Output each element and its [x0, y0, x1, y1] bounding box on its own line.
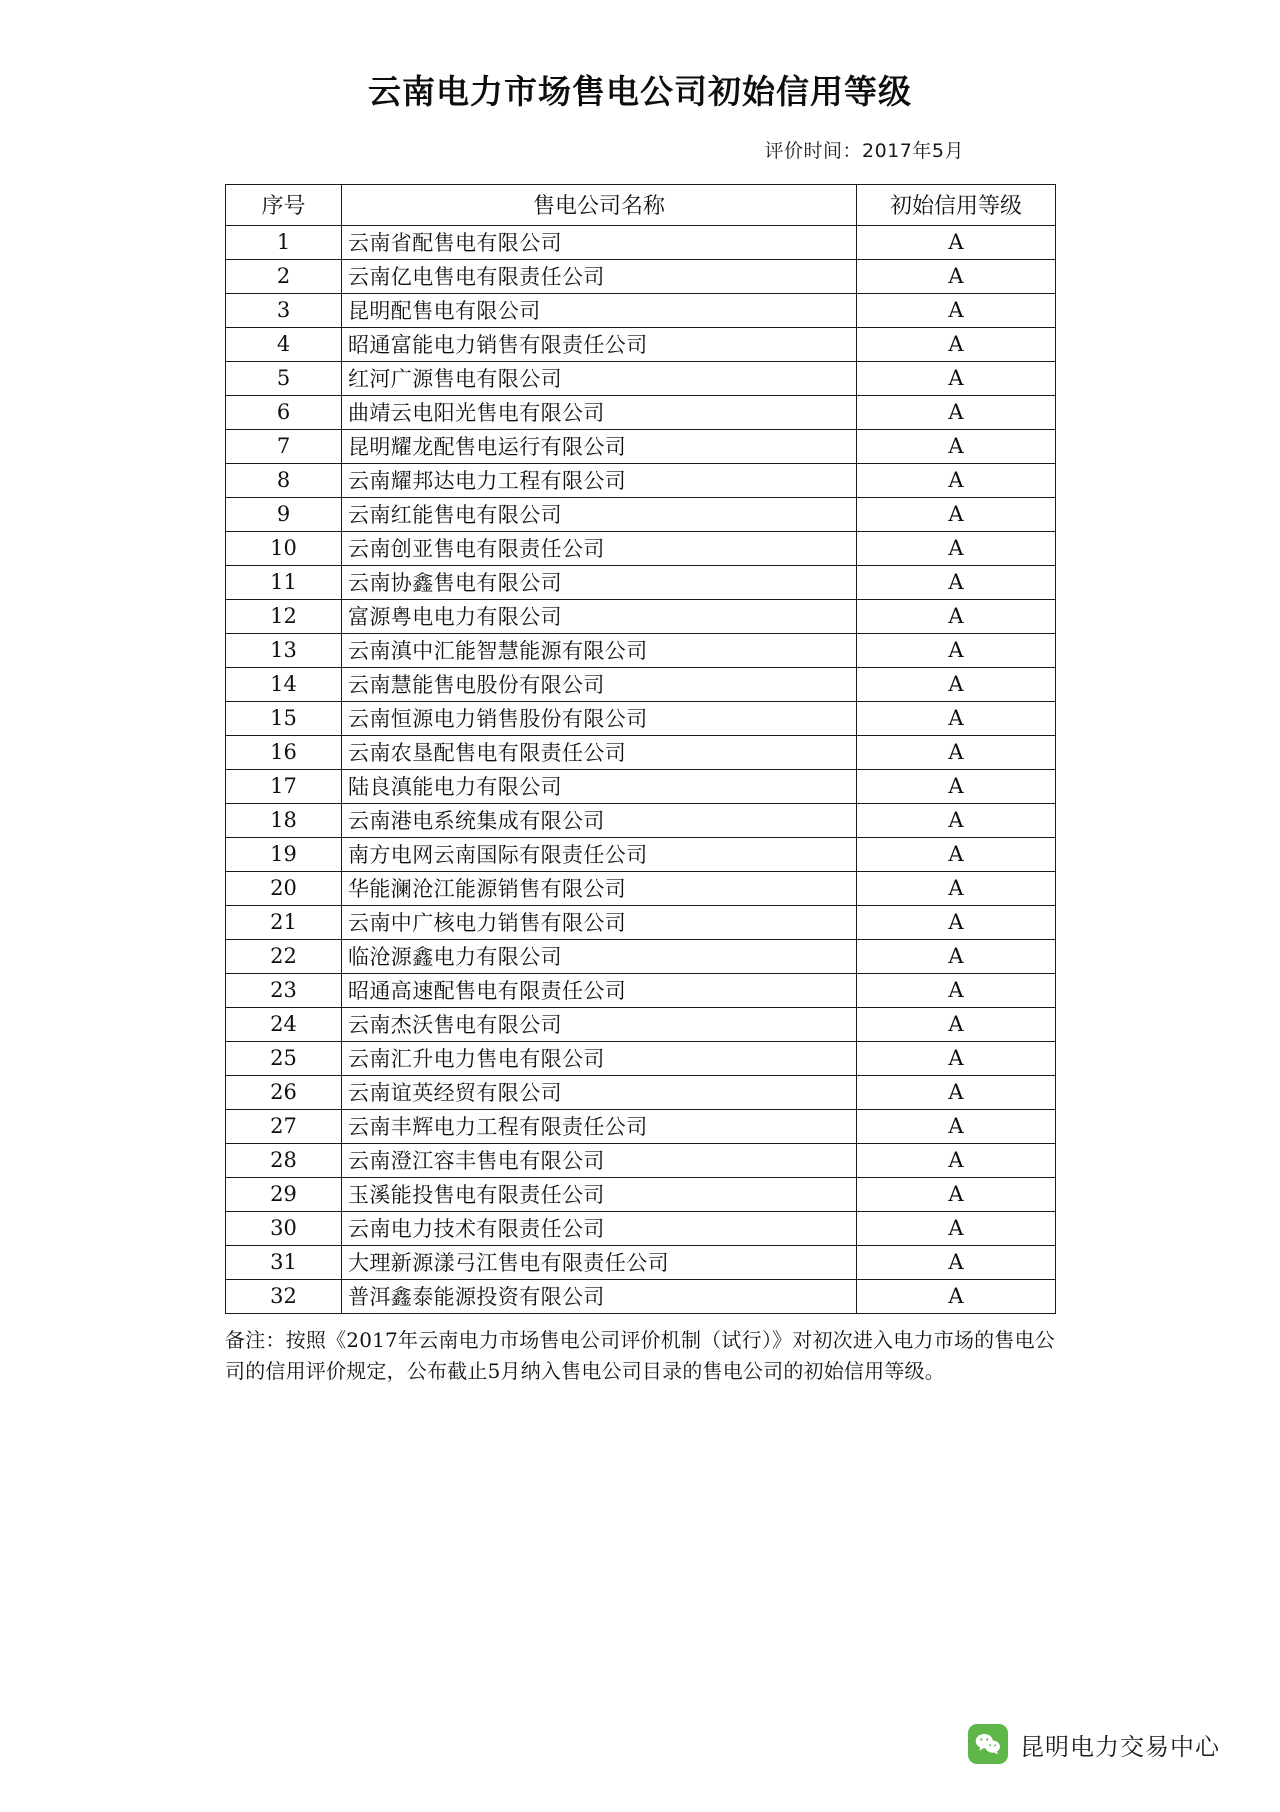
table-row	[226, 599, 1056, 633]
cell-credit-rating: A	[857, 871, 1056, 905]
cell-credit-rating: A	[857, 531, 1056, 565]
table-row	[226, 1279, 1056, 1313]
table-row	[226, 1007, 1056, 1041]
cell-company-name: 陆良滇能电力有限公司	[342, 769, 857, 803]
table-row	[226, 633, 1056, 667]
cell-index: 10	[226, 531, 342, 565]
cell-index: 29	[226, 1177, 342, 1211]
cell-credit-rating: A	[857, 225, 1056, 259]
evaluation-time: 评价时间：2017年5月	[764, 139, 964, 162]
table-body	[226, 225, 1056, 1313]
table-row	[226, 361, 1056, 395]
cell-company-name: 昆明耀龙配售电运行有限公司	[342, 429, 857, 463]
cell-index: 5	[226, 361, 342, 395]
cell-index: 7	[226, 429, 342, 463]
table-row	[226, 395, 1056, 429]
table-row	[226, 565, 1056, 599]
cell-credit-rating: A	[857, 735, 1056, 769]
credit-rating-table-container	[225, 184, 1055, 1314]
cell-credit-rating: A	[857, 395, 1056, 429]
table-row	[226, 939, 1056, 973]
cell-credit-rating: A	[857, 293, 1056, 327]
cell-company-name: 云南澄江容丰售电有限公司	[342, 1143, 857, 1177]
cell-index: 30	[226, 1211, 342, 1245]
cell-credit-rating: A	[857, 973, 1056, 1007]
cell-index: 24	[226, 1007, 342, 1041]
cell-index: 6	[226, 395, 342, 429]
cell-credit-rating: A	[857, 327, 1056, 361]
cell-company-name: 云南丰辉电力工程有限责任公司	[342, 1109, 857, 1143]
cell-credit-rating: A	[857, 939, 1056, 973]
cell-index: 11	[226, 565, 342, 599]
cell-index: 25	[226, 1041, 342, 1075]
cell-index: 26	[226, 1075, 342, 1109]
cell-company-name: 云南港电系统集成有限公司	[342, 803, 857, 837]
cell-credit-rating: A	[857, 565, 1056, 599]
cell-company-name: 云南耀邦达电力工程有限公司	[342, 463, 857, 497]
table-row	[226, 497, 1056, 531]
cell-company-name: 云南电力技术有限责任公司	[342, 1211, 857, 1245]
cell-credit-rating: A	[857, 1109, 1056, 1143]
cell-index: 19	[226, 837, 342, 871]
cell-company-name: 云南中广核电力销售有限公司	[342, 905, 857, 939]
table-row	[226, 803, 1056, 837]
cell-credit-rating: A	[857, 803, 1056, 837]
cell-index: 20	[226, 871, 342, 905]
cell-company-name: 昭通高速配售电有限责任公司	[342, 973, 857, 1007]
cell-company-name: 南方电网云南国际有限责任公司	[342, 837, 857, 871]
cell-credit-rating: A	[857, 1041, 1056, 1075]
cell-company-name: 曲靖云电阳光售电有限公司	[342, 395, 857, 429]
table-row	[226, 973, 1056, 1007]
table-row	[226, 871, 1056, 905]
cell-index: 23	[226, 973, 342, 1007]
cell-credit-rating: A	[857, 463, 1056, 497]
cell-credit-rating: A	[857, 497, 1056, 531]
table-row	[226, 463, 1056, 497]
cell-company-name: 昆明配售电有限公司	[342, 293, 857, 327]
table-row	[226, 531, 1056, 565]
table-row	[226, 1041, 1056, 1075]
cell-credit-rating: A	[857, 769, 1056, 803]
cell-index: 32	[226, 1279, 342, 1313]
cell-company-name: 云南创亚售电有限责任公司	[342, 531, 857, 565]
cell-index: 27	[226, 1109, 342, 1143]
table-row	[226, 1245, 1056, 1279]
wechat-badge	[968, 1724, 1220, 1764]
cell-credit-rating: A	[857, 1177, 1056, 1211]
cell-company-name: 云南农垦配售电有限责任公司	[342, 735, 857, 769]
table-row	[226, 837, 1056, 871]
cell-company-name: 云南红能售电有限公司	[342, 497, 857, 531]
cell-index: 18	[226, 803, 342, 837]
cell-company-name: 云南滇中汇能智慧能源有限公司	[342, 633, 857, 667]
cell-index: 12	[226, 599, 342, 633]
cell-credit-rating: A	[857, 1075, 1056, 1109]
cell-credit-rating: A	[857, 1211, 1056, 1245]
cell-index: 21	[226, 905, 342, 939]
table-row	[226, 327, 1056, 361]
cell-credit-rating: A	[857, 837, 1056, 871]
table-row	[226, 429, 1056, 463]
cell-credit-rating: A	[857, 633, 1056, 667]
table-row	[226, 1075, 1056, 1109]
wechat-account-name: 昆明电力交易中心	[1020, 1732, 1220, 1761]
table-row	[226, 225, 1056, 259]
cell-company-name: 华能澜沧江能源销售有限公司	[342, 871, 857, 905]
cell-index: 14	[226, 667, 342, 701]
cell-company-name: 昭通富能电力销售有限责任公司	[342, 327, 857, 361]
cell-company-name: 大理新源漾弓江售电有限责任公司	[342, 1245, 857, 1279]
cell-credit-rating: A	[857, 1245, 1056, 1279]
cell-company-name: 云南恒源电力销售股份有限公司	[342, 701, 857, 735]
table-row	[226, 735, 1056, 769]
table-row	[226, 667, 1056, 701]
column-header-company: 售电公司名称	[342, 184, 857, 225]
cell-credit-rating: A	[857, 701, 1056, 735]
table-row	[226, 259, 1056, 293]
credit-rating-table	[225, 184, 1056, 1314]
table-row	[226, 701, 1056, 735]
cell-company-name: 普洱鑫泰能源投资有限公司	[342, 1279, 857, 1313]
table-row	[226, 1211, 1056, 1245]
column-header-rating: 初始信用等级	[857, 184, 1056, 225]
cell-company-name: 云南杰沃售电有限公司	[342, 1007, 857, 1041]
cell-index: 8	[226, 463, 342, 497]
cell-credit-rating: A	[857, 1279, 1056, 1313]
cell-company-name: 云南汇升电力售电有限公司	[342, 1041, 857, 1075]
table-header	[226, 184, 1056, 225]
table-row	[226, 1109, 1056, 1143]
cell-index: 15	[226, 701, 342, 735]
page-title: 云南电力市场售电公司初始信用等级	[368, 72, 912, 111]
cell-index: 16	[226, 735, 342, 769]
table-row	[226, 293, 1056, 327]
cell-credit-rating: A	[857, 1007, 1056, 1041]
cell-company-name: 云南省配售电有限公司	[342, 225, 857, 259]
cell-credit-rating: A	[857, 599, 1056, 633]
cell-company-name: 富源粤电电力有限公司	[342, 599, 857, 633]
table-header-row	[226, 184, 1056, 225]
wechat-icon	[968, 1724, 1008, 1764]
cell-credit-rating: A	[857, 259, 1056, 293]
table-row	[226, 1143, 1056, 1177]
table-row	[226, 769, 1056, 803]
cell-index: 28	[226, 1143, 342, 1177]
cell-index: 4	[226, 327, 342, 361]
footnote: 备注：按照《2017年云南电力市场售电公司评价机制（试行）》对初次进入电力市场的售电公司的信用评价规定，公布截止5月纳入售电公司目录的售电公司的初始信用等级。	[225, 1327, 1055, 1383]
cell-company-name: 云南亿电售电有限责任公司	[342, 259, 857, 293]
cell-company-name: 玉溪能投售电有限责任公司	[342, 1177, 857, 1211]
cell-company-name: 云南谊英经贸有限公司	[342, 1075, 857, 1109]
cell-index: 1	[226, 225, 342, 259]
table-row	[226, 905, 1056, 939]
cell-index: 17	[226, 769, 342, 803]
cell-company-name: 云南协鑫售电有限公司	[342, 565, 857, 599]
cell-index: 31	[226, 1245, 342, 1279]
cell-company-name: 云南慧能售电股份有限公司	[342, 667, 857, 701]
table-row	[226, 1177, 1056, 1211]
cell-index: 22	[226, 939, 342, 973]
cell-index: 9	[226, 497, 342, 531]
cell-company-name: 临沧源鑫电力有限公司	[342, 939, 857, 973]
cell-credit-rating: A	[857, 1143, 1056, 1177]
column-header-index: 序号	[226, 184, 342, 225]
cell-credit-rating: A	[857, 429, 1056, 463]
cell-index: 13	[226, 633, 342, 667]
cell-company-name: 红河广源售电有限公司	[342, 361, 857, 395]
cell-credit-rating: A	[857, 905, 1056, 939]
cell-index: 2	[226, 259, 342, 293]
cell-credit-rating: A	[857, 667, 1056, 701]
cell-index: 3	[226, 293, 342, 327]
cell-credit-rating: A	[857, 361, 1056, 395]
